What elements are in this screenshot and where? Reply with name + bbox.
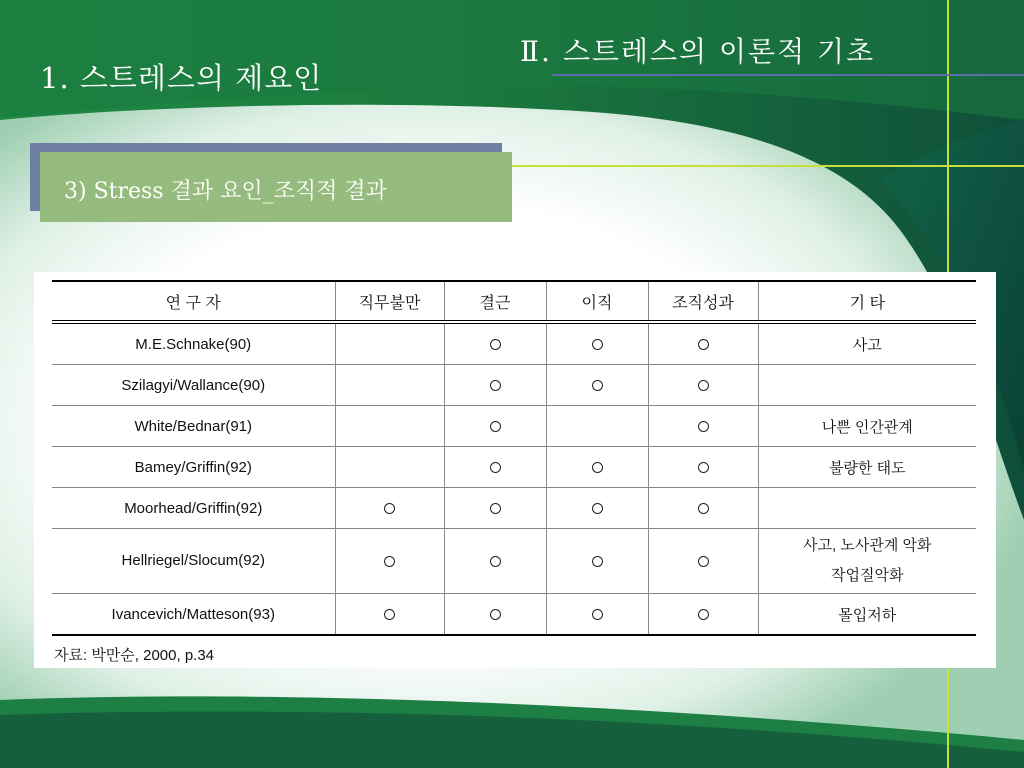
circle-mark-icon [698, 339, 709, 350]
researcher-cell: Bamey/Griffin(92) [52, 447, 335, 488]
mark-cell [335, 447, 444, 488]
other-cell: 사고 [758, 322, 976, 365]
header-org-performance: 조직성과 [648, 281, 758, 322]
mark-cell [546, 322, 648, 365]
mark-cell [444, 447, 546, 488]
mark-cell [335, 488, 444, 529]
researcher-cell: Hellriegel/Slocum(92) [52, 529, 335, 594]
circle-mark-icon [490, 556, 501, 567]
circle-mark-icon [490, 462, 501, 473]
other-cell [758, 365, 976, 406]
mark-cell [444, 529, 546, 594]
chapter-title-underline [552, 74, 1024, 76]
circle-mark-icon [698, 380, 709, 391]
mark-cell [648, 365, 758, 406]
stress-outcome-table [52, 280, 976, 636]
mark-cell [444, 365, 546, 406]
header-absenteeism: 결근 [444, 281, 546, 322]
circle-mark-icon [592, 462, 603, 473]
table-row [52, 529, 976, 594]
table-header-row [52, 281, 976, 322]
table-row [52, 406, 976, 447]
mark-cell [648, 488, 758, 529]
circle-mark-icon [490, 380, 501, 391]
circle-mark-icon [698, 556, 709, 567]
circle-mark-icon [384, 503, 395, 514]
header-turnover: 이직 [546, 281, 648, 322]
table-row [52, 447, 976, 488]
circle-mark-icon [698, 609, 709, 620]
subsection-title: 3) Stress 결과 요인_조직적 결과 [64, 179, 387, 204]
circle-mark-icon [698, 421, 709, 432]
section-title: 1. 스트레스의 제요인 [40, 61, 323, 95]
circle-mark-icon [592, 339, 603, 350]
mark-cell [444, 488, 546, 529]
header-job-dissatisfaction: 직무불만 [335, 281, 444, 322]
other-cell: 불량한 태도 [758, 447, 976, 488]
mark-cell [546, 406, 648, 447]
mark-cell [648, 594, 758, 636]
mark-cell [335, 322, 444, 365]
other-cell [758, 488, 976, 529]
researcher-cell: Ivancevich/Matteson(93) [52, 594, 335, 636]
circle-mark-icon [490, 503, 501, 514]
other-cell: 나쁜 인간관계 [758, 406, 976, 447]
table-panel [34, 272, 996, 668]
researcher-cell: Moorhead/Griffin(92) [52, 488, 335, 529]
circle-mark-icon [698, 462, 709, 473]
circle-mark-icon [490, 609, 501, 620]
mark-cell [648, 447, 758, 488]
researcher-cell: M.E.Schnake(90) [52, 322, 335, 365]
mark-cell [444, 594, 546, 636]
mark-cell [546, 488, 648, 529]
circle-mark-icon [490, 421, 501, 432]
researcher-cell: Szilagyi/Wallance(90) [52, 365, 335, 406]
mark-cell [444, 406, 546, 447]
circle-mark-icon [592, 503, 603, 514]
table-row [52, 365, 976, 406]
circle-mark-icon [592, 556, 603, 567]
other-cell: 사고, 노사관계 악화 작업질악화 [758, 529, 976, 594]
mark-cell [546, 447, 648, 488]
mark-cell [546, 594, 648, 636]
mark-cell [335, 594, 444, 636]
table-row [52, 594, 976, 636]
circle-mark-icon [384, 556, 395, 567]
circle-mark-icon [384, 609, 395, 620]
mark-cell [335, 406, 444, 447]
header-researcher: 연 구 자 [52, 281, 335, 322]
mark-cell [335, 529, 444, 594]
mark-cell [648, 529, 758, 594]
researcher-cell: White/Bednar(91) [52, 406, 335, 447]
table-source: 자료: 박만순, 2000, p.34 [54, 647, 215, 664]
header-other: 기 타 [758, 281, 976, 322]
mark-cell [335, 365, 444, 406]
mark-cell [546, 365, 648, 406]
mark-cell [648, 406, 758, 447]
table-row [52, 488, 976, 529]
circle-mark-icon [592, 380, 603, 391]
circle-mark-icon [698, 503, 709, 514]
mark-cell [648, 322, 758, 365]
chapter-title: Ⅱ. 스트레스의 이론적 기초 [520, 35, 876, 68]
mark-cell [444, 322, 546, 365]
circle-mark-icon [490, 339, 501, 350]
table-row [52, 322, 976, 365]
mark-cell [546, 529, 648, 594]
other-cell: 몰입저하 [758, 594, 976, 636]
circle-mark-icon [592, 609, 603, 620]
